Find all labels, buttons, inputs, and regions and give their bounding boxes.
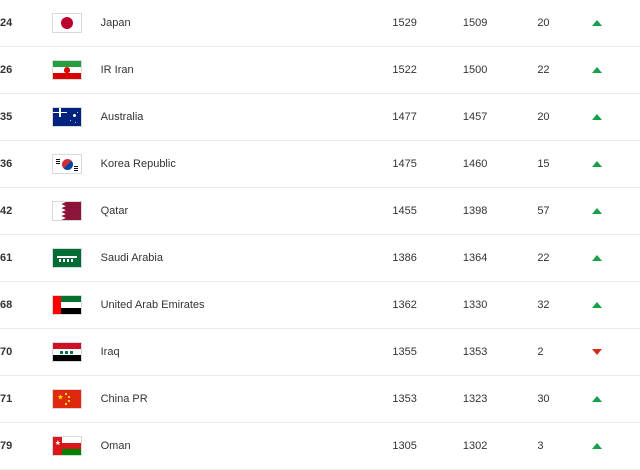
rank-cell: 68 bbox=[0, 299, 13, 311]
flag-iraq-icon bbox=[52, 342, 82, 362]
trend-up-icon bbox=[592, 208, 602, 214]
flag-japan-icon bbox=[52, 13, 82, 33]
team-name-cell[interactable]: Australia bbox=[100, 111, 144, 123]
flag-cell bbox=[34, 423, 100, 470]
previous-points-cell: 1330 bbox=[462, 299, 488, 311]
trend-up-icon bbox=[592, 114, 602, 120]
table-row[interactable] bbox=[0, 376, 640, 423]
trend-down-icon bbox=[592, 349, 602, 355]
trend-cell bbox=[592, 141, 640, 188]
previous-points-cell: 1302 bbox=[462, 440, 488, 452]
change-cell: 2 bbox=[537, 346, 544, 358]
rank-cell: 26 bbox=[0, 64, 13, 76]
change-cell: 3 bbox=[537, 440, 544, 452]
trend-up-icon bbox=[592, 67, 602, 73]
trend-up-icon bbox=[592, 161, 602, 167]
flag-united-arab-emirates-icon bbox=[52, 295, 82, 315]
table-row[interactable] bbox=[0, 235, 640, 282]
change-cell: 32 bbox=[537, 299, 550, 311]
change-cell: 20 bbox=[537, 111, 550, 123]
rank-cell: 36 bbox=[0, 158, 13, 170]
flag-cell bbox=[34, 282, 100, 329]
points-cell: 1455 bbox=[392, 205, 417, 217]
trend-cell bbox=[592, 235, 640, 282]
change-cell: 15 bbox=[537, 158, 550, 170]
rank-cell: 42 bbox=[0, 205, 13, 217]
table-row[interactable] bbox=[0, 329, 640, 376]
flag-saudi-arabia-icon bbox=[52, 248, 82, 268]
points-cell: 1353 bbox=[392, 393, 417, 405]
flag-cell bbox=[34, 235, 100, 282]
table-row[interactable] bbox=[0, 47, 640, 94]
previous-points-cell: 1509 bbox=[462, 17, 488, 29]
team-name-cell[interactable]: Oman bbox=[100, 440, 131, 452]
flag-cell bbox=[34, 188, 100, 235]
points-cell: 1475 bbox=[392, 158, 417, 170]
trend-up-icon bbox=[592, 302, 602, 308]
change-cell: 57 bbox=[537, 205, 550, 217]
flag-australia-icon bbox=[52, 107, 82, 127]
points-cell: 1362 bbox=[392, 299, 417, 311]
flag-oman-icon bbox=[52, 436, 82, 456]
change-cell: 20 bbox=[537, 17, 550, 29]
points-cell: 1522 bbox=[392, 64, 417, 76]
points-cell: 1355 bbox=[392, 346, 417, 358]
trend-cell bbox=[592, 329, 640, 376]
trend-up-icon bbox=[592, 20, 602, 26]
points-cell: 1305 bbox=[392, 440, 417, 452]
trend-cell bbox=[592, 423, 640, 470]
table-row[interactable] bbox=[0, 94, 640, 141]
trend-cell bbox=[592, 376, 640, 423]
flag-cell bbox=[34, 329, 100, 376]
flag-qatar-icon bbox=[52, 201, 82, 221]
team-name-cell[interactable]: Japan bbox=[100, 17, 131, 29]
team-name-cell[interactable]: Korea Republic bbox=[100, 158, 176, 170]
previous-points-cell: 1398 bbox=[462, 205, 488, 217]
trend-cell bbox=[592, 188, 640, 235]
flag-cell bbox=[34, 47, 100, 94]
table-row[interactable] bbox=[0, 423, 640, 470]
table-row[interactable] bbox=[0, 0, 640, 47]
table-row[interactable] bbox=[0, 188, 640, 235]
rank-cell: 24 bbox=[0, 17, 13, 29]
trend-cell bbox=[592, 282, 640, 329]
flag-cell bbox=[34, 0, 100, 47]
team-name-cell[interactable]: United Arab Emirates bbox=[100, 299, 205, 311]
trend-cell bbox=[592, 47, 640, 94]
team-name-cell[interactable]: Iraq bbox=[100, 346, 120, 358]
previous-points-cell: 1364 bbox=[462, 252, 488, 264]
team-name-cell[interactable]: Qatar bbox=[100, 205, 129, 217]
rank-cell: 79 bbox=[0, 440, 13, 452]
flag-iran-icon bbox=[52, 60, 82, 80]
change-cell: 22 bbox=[537, 252, 550, 264]
flag-cell bbox=[34, 141, 100, 188]
team-name-cell[interactable]: China PR bbox=[100, 393, 148, 405]
points-cell: 1386 bbox=[392, 252, 417, 264]
previous-points-cell: 1460 bbox=[462, 158, 488, 170]
trend-up-icon bbox=[592, 443, 602, 449]
team-name-cell[interactable]: Saudi Arabia bbox=[100, 252, 163, 264]
change-cell: 22 bbox=[537, 64, 550, 76]
flag-china-pr-icon bbox=[52, 389, 82, 409]
rank-cell: 35 bbox=[0, 111, 13, 123]
flag-cell bbox=[34, 376, 100, 423]
rank-cell: 61 bbox=[0, 252, 13, 264]
previous-points-cell: 1353 bbox=[462, 346, 488, 358]
trend-up-icon bbox=[592, 255, 602, 261]
flag-korea-republic-icon bbox=[52, 154, 82, 174]
trend-cell bbox=[592, 94, 640, 141]
table-row[interactable] bbox=[0, 141, 640, 188]
rank-cell: 71 bbox=[0, 393, 13, 405]
change-cell: 30 bbox=[537, 393, 550, 405]
previous-points-cell: 1457 bbox=[462, 111, 488, 123]
trend-up-icon bbox=[592, 396, 602, 402]
previous-points-cell: 1323 bbox=[462, 393, 488, 405]
table-row[interactable] bbox=[0, 282, 640, 329]
rank-cell: 70 bbox=[0, 346, 13, 358]
points-cell: 1529 bbox=[392, 17, 417, 29]
points-cell: 1477 bbox=[392, 111, 417, 123]
trend-cell bbox=[592, 0, 640, 47]
previous-points-cell: 1500 bbox=[462, 64, 488, 76]
team-name-cell[interactable]: IR Iran bbox=[100, 64, 134, 76]
flag-cell bbox=[34, 94, 100, 141]
